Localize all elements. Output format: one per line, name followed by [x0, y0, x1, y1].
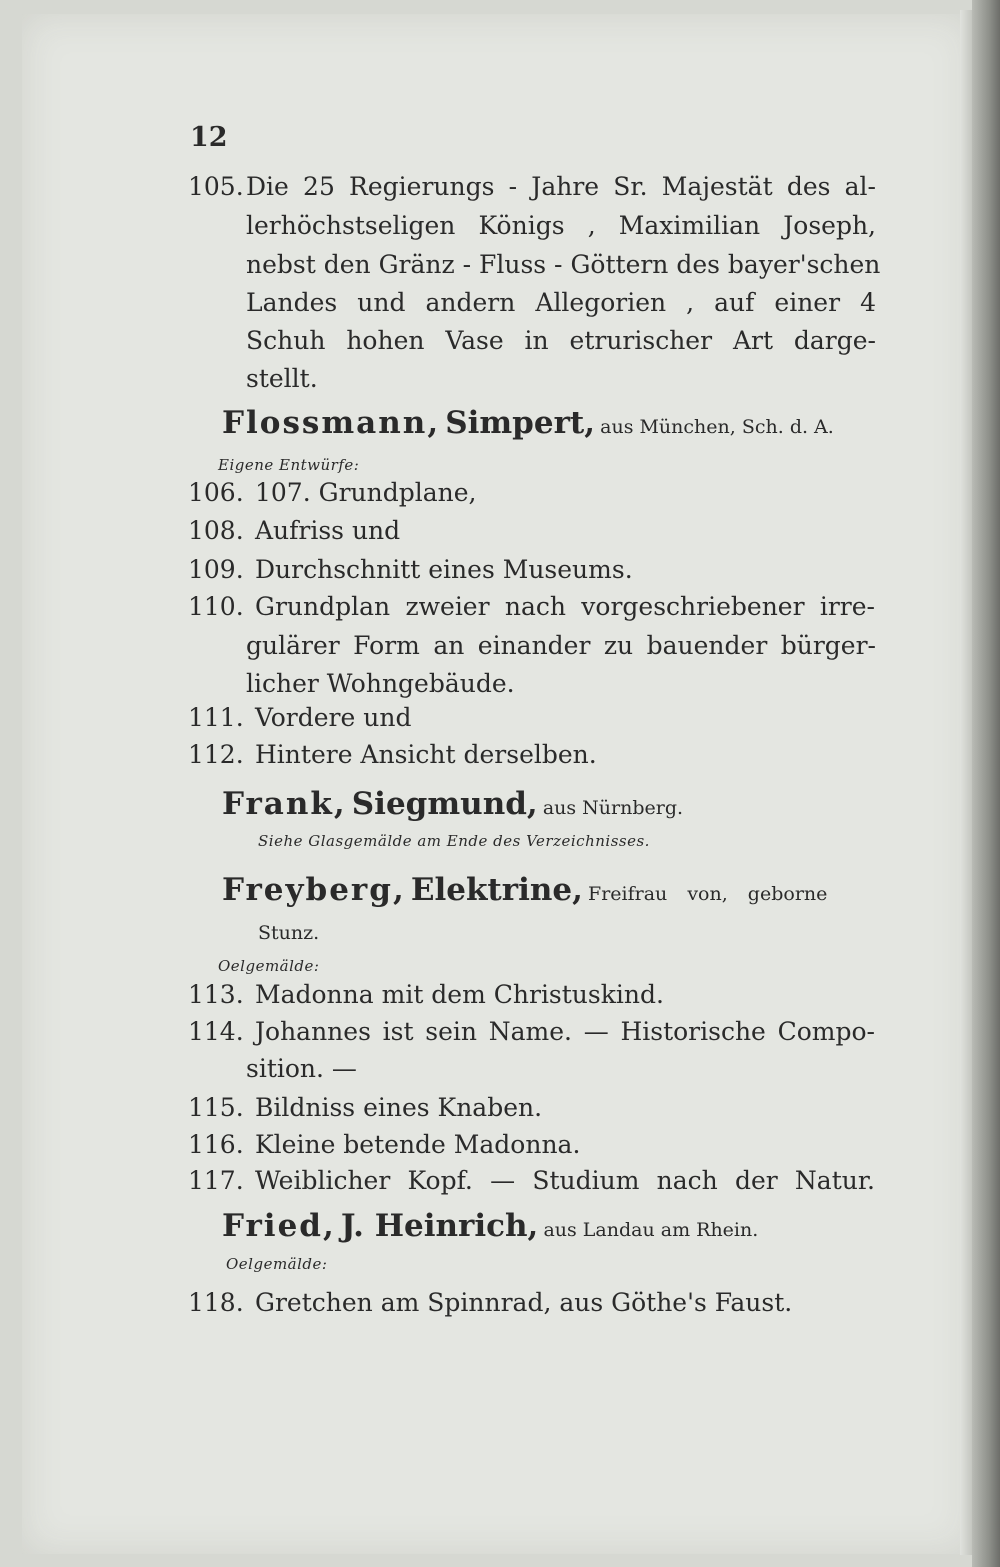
item-number: 109. [188, 555, 244, 584]
item-text: Die 25 Regierungs - Jahre Sr. Majestät des al- [246, 172, 876, 201]
item-number: 113. [188, 980, 244, 1009]
item-number: 111. [188, 703, 244, 732]
artist-origin-text: Stunz. [258, 922, 320, 944]
item-text: Durchschnitt eines Museums. [255, 555, 633, 584]
item-text: Johannes ist sein Name. — Historische Compo- [255, 1017, 875, 1046]
item-text: nebst den Gränz - Fluss - Göttern des bayer'schen [246, 250, 881, 279]
section-subheading: Oelgemälde: [226, 1255, 328, 1273]
section-subheading: Oelgemälde: [218, 957, 320, 975]
artist-origin: aus Nürnberg. [542, 797, 684, 819]
item-text: Schuh hohen Vase in etrurischer Art darge- [246, 326, 876, 355]
item-number: 105. [188, 172, 244, 201]
item-number: 114. [188, 1017, 244, 1046]
artist-origin: aus München, Sch. d. A. [600, 416, 834, 438]
artist-heading [222, 405, 834, 441]
artist-firstname: Elektrine, [410, 872, 583, 908]
section-subheading: Eigene Entwürfe: [218, 456, 360, 474]
artist-origin: Freifrau von, geborne [588, 883, 828, 905]
page-number: 12 [190, 122, 228, 153]
item-number: 118. [188, 1288, 244, 1317]
item-text: Bildniss eines Knaben. [255, 1093, 543, 1122]
item-number: 116. [188, 1130, 244, 1159]
artist-heading [222, 1208, 758, 1244]
item-text: Madonna mit dem Christuskind. [255, 980, 664, 1009]
item-number: 106. [188, 478, 244, 507]
artist-heading [222, 786, 683, 822]
item-text: licher Wohngebäude. [246, 669, 515, 698]
item-text: gulärer Form an einander zu bauender bürger- [246, 631, 876, 660]
artist-surname: Fried, [222, 1208, 336, 1244]
item-text: Gretchen am Spinnrad, aus Göthe's Faust. [255, 1288, 793, 1317]
artist-surname: Frank, [222, 786, 347, 822]
item-text: Hintere Ansicht derselben. [255, 740, 597, 769]
item-text: stellt. [246, 364, 318, 393]
item-text: Weiblicher Kopf. — Studium nach der Natur. [255, 1166, 875, 1195]
section-subheading: Siehe Glasgemälde am Ende des Verzeichnisses. [258, 832, 650, 850]
item-text: Grundplan zweier nach vorgeschriebener irre- [255, 592, 875, 621]
item-text: sition. — [246, 1054, 357, 1083]
item-text: Kleine betende Madonna. [255, 1130, 581, 1159]
item-number: 115. [188, 1093, 244, 1122]
artist-surname: Freyberg, [222, 872, 406, 908]
item-text: Landes und andern Allegorien , auf einer 4 [246, 288, 876, 317]
item-number: 108. [188, 516, 244, 545]
item-number: 117. [188, 1166, 244, 1195]
item-text: Aufriss und [255, 516, 401, 545]
item-text: Vordere und [255, 703, 412, 732]
item-text: 107. Grundplane, [255, 478, 477, 507]
artist-firstname: J. Heinrich, [340, 1208, 539, 1244]
artist-firstname: Simpert, [445, 405, 596, 441]
item-number: 110. [188, 592, 244, 621]
artist-firstname: Siegmund, [351, 786, 538, 822]
item-text: lerhöchstseligen Königs , Maximilian Joseph, [246, 211, 876, 240]
artist-origin: aus Landau am Rhein. [543, 1219, 759, 1241]
artist-surname: Flossmann, [222, 405, 441, 441]
item-number: 112. [188, 740, 244, 769]
artist-heading [222, 872, 827, 908]
